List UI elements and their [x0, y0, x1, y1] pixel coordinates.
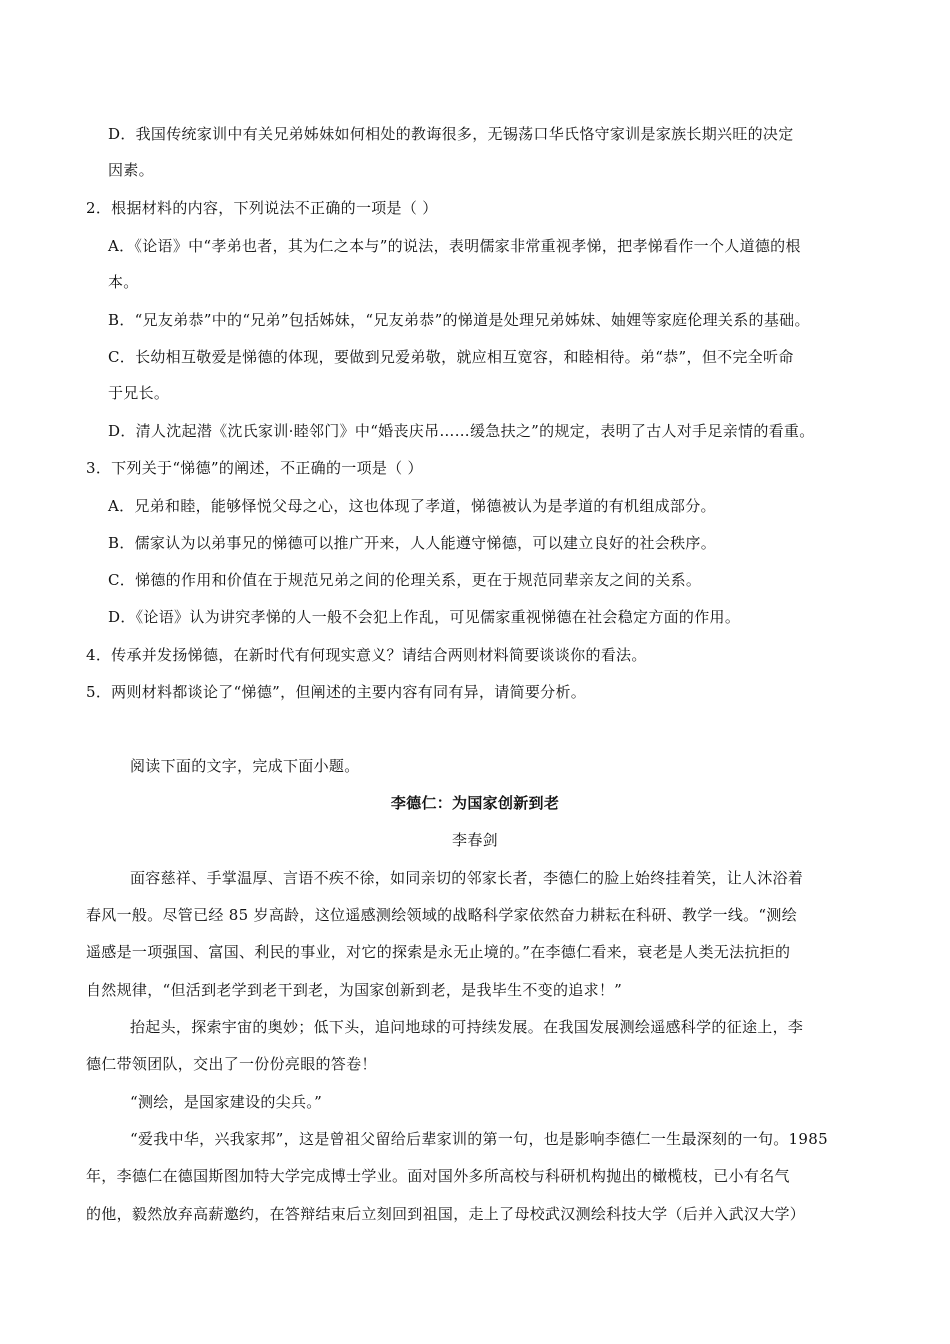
- paragraph-1-line-4: 自然规律，“但活到老学到老干到老，为国家创新到老，是我毕生不变的追求！”: [86, 981, 623, 999]
- q2-option-b: B．“兄友弟恭”中的“兄弟”包括姊妹，“兄友弟恭”的悌道是处理兄弟姊妹、妯娌等家庭伦理关系的基础。: [108, 311, 810, 329]
- q2-option-a-line1: A．《论语》中“孝弟也者，其为仁之本与”的说法，表明儒家非常重视孝悌，把孝悌看作一个人道德的根: [108, 237, 801, 255]
- paragraph-2-line-2: 德仁带领团队，交出了一份份亮眼的答卷！: [86, 1055, 377, 1073]
- q3-option-d: D．《论语》认为讲究孝悌的人一般不会犯上作乱，可见儒家重视悌德在社会稳定方面的作用。: [108, 608, 741, 626]
- q2-option-a-line2: 本。: [108, 273, 139, 291]
- paragraph-4-line-1: “爱我中华，兴我家邦”，这是曾祖父留给后辈家训的第一句，也是影响李德仁一生最深刻的一句。1985: [130, 1130, 828, 1148]
- q2-option-c-line2: 于兄长。: [108, 384, 170, 402]
- q5-stem: 5．两则材料都谈论了“悌德”，但阐述的主要内容有同有异，请简要分析。: [86, 683, 587, 701]
- q1-option-d-line2: 因素。: [108, 161, 154, 179]
- q3-stem: 3．下列关于“悌德”的阐述，不正确的一项是（ ）: [86, 459, 423, 477]
- q1-option-d-line1: D．我国传统家训中有关兄弟姊妹如何相处的教诲很多，无锡荡口华氏恪守家训是家族长期兴旺的决定: [108, 125, 794, 143]
- q3-option-a: A．兄弟和睦，能够怿悦父母之心，这也体现了孝道，悌德被认为是孝道的有机组成部分。: [108, 497, 716, 515]
- q2-option-c-line1: C．长幼相互敬爱是悌德的体现，要做到兄爱弟敬，就应相互宽容，和睦相待。弟“恭”，但不完全听命: [108, 348, 794, 366]
- q2-stem: 2．根据材料的内容，下列说法不正确的一项是（ ）: [86, 199, 438, 217]
- q4-stem: 4．传承并发扬悌德，在新时代有何现实意义？请结合两则材料简要谈谈你的看法。: [86, 646, 647, 664]
- q3-option-c: C．悌德的作用和价值在于规范兄弟之间的伦理关系，更在于规范同辈亲友之间的关系。: [108, 571, 702, 589]
- paragraph-1-line-1: 面容慈祥、手掌温厚、言语不疾不徐，如同亲切的邻家长者，李德仁的脸上始终挂着笑，让人沐浴着: [130, 869, 804, 887]
- paragraph-4-line-3: 的他，毅然放弃高薪邀约，在答辩结束后立刻回到祖国，走上了母校武汉测绘科技大学（后并入武汉大学）: [86, 1205, 806, 1223]
- paragraph-2-line-1: 抬起头，探索宇宙的奥妙；低下头，追问地球的可持续发展。在我国发展测绘遥感科学的征途上，李: [130, 1018, 804, 1036]
- q2-option-d: D．清人沈起潜《沈氏家训·睦邻门》中“婚丧庆吊……缓急扶之”的规定，表明了古人对手足亲情的看重。: [108, 422, 815, 440]
- article-title: 李德仁：为国家创新到老: [390, 794, 560, 812]
- paragraph-1-line-2: 春风一般。尽管已经 85 岁高龄，这位遥感测绘领域的战略科学家依然奋力耕耘在科研、教学一线。“测绘: [86, 906, 797, 924]
- q3-option-b: B．儒家认为以弟事兄的悌德可以推广开来，人人能遵守悌德，可以建立良好的社会秩序。: [108, 534, 717, 552]
- article-author: 李春剑: [452, 831, 498, 849]
- paragraph-4-line-2: 年，李德仁在德国斯图加特大学完成博士学业。面对国外多所高校与科研机构抛出的橄榄枝，已小有名气: [86, 1167, 790, 1185]
- reading-instruction: 阅读下面的文字，完成下面小题。: [130, 757, 360, 775]
- paragraph-3: “测绘，是国家建设的尖兵。”: [130, 1093, 323, 1111]
- paragraph-1-line-3: 遥感是一项强国、富国、利民的事业，对它的探索是永无止境的。”在李德仁看来，衰老是人类无法抗拒的: [86, 943, 791, 961]
